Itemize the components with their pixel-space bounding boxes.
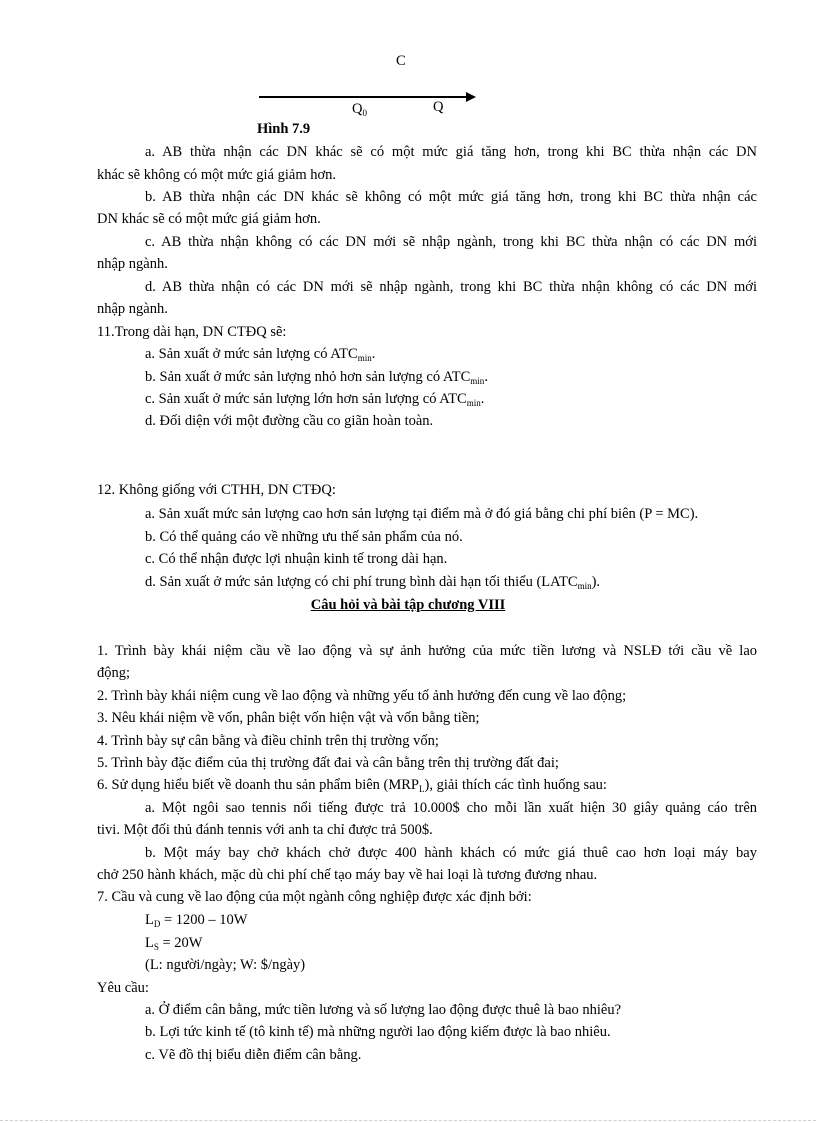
q12-option-a: a. Sản xuất mức sản lượng cao hơn sản lượng tại điểm mà ở đó giá bằng chi phí biên (P = MC). [145,506,699,522]
requirements-label: Yêu cầu: [97,980,149,996]
q10-option-a-line2: khác sẽ không có một mức giá giảm hơn. [97,167,337,183]
units-note: (L: người/ngày; W: $/ngày) [145,957,306,973]
q11-option-a: a. Sản xuất ở mức sản lượng có $ATC_{min}$. [145,346,376,363]
ch8-q6: 6. Sử dụng hiểu biết về doanh thu sản phẩm biên $(MRP_L)$, giải thích các tình huống sau: [97,777,607,794]
requirement-a: a. Ở điểm cân bằng, mức tiền lương và số lượng lao động được thuê là bao nhiêu? [145,1002,622,1018]
q10-option-d-line1: d. AB thừa nhận có các DN mới sẽ nhập ngành, trong khi BC thừa nhận không có các DN mới [145,279,757,295]
q10-option-b-line2: DN khác sẽ có một mức giá giảm hơn. [97,211,321,227]
ch8-q1-line2: động; [97,665,131,681]
q10-option-c-line1: c. AB thừa nhận không có các DN mới sẽ nhập ngành, trong khi BC thừa nhận có các DN mới [145,234,757,250]
point-label-c: C [396,53,406,69]
q12-question: 12. Không giống với CTHH, DN CTĐQ: [97,482,336,498]
ch8-q5: 5. Trình bày đặc điểm của thị trường đất đai và cân bằng trên thị trường đất đai; [97,755,559,771]
axis-label-q0: $Q_0$ [352,101,367,118]
ch8-q1-line1: 1. Trình bày khái niệm cầu về lao động và sự ảnh hưởng của mức tiền lương và NSLĐ tới cầu về lao [97,643,757,659]
labor-demand-equation: $L_D = 1200 - 10W$ [145,912,248,929]
figure-caption: Hình 7.9 [257,121,311,137]
q12-option-d: d. Sản xuất ở mức sản lượng có chi phí trung bình dài hạn tối thiểu $(LATC_{min})$. [145,574,601,591]
ch8-q6b-line2: chở 250 hành khách, mặc dù chi phí chế tạo máy bay về hai loại là tương đương nhau. [97,867,598,883]
axis-label-q: Q [433,99,444,115]
q10-option-c-line2: nhập ngành. [97,256,168,272]
ch8-q2: 2. Trình bày khái niệm cung về lao động và những yếu tố ảnh hưởng đến cung về lao động; [97,688,627,704]
ch8-q6a-line2: tivi. Một đối thủ đánh tennis với anh ta chỉ được trả 500$. [97,822,433,838]
labor-supply-equation: $L_S = 20W$ [145,935,203,952]
page-break-line [0,1120,816,1121]
ch8-q6a-line1: a. Một ngôi sao tennis nổi tiếng được trả 10.000$ cho mỗi lần xuất hiện 30 giây quảng cáo trên [145,800,757,816]
q-axis-arrowhead [466,92,476,102]
q11-option-c: c. Sản xuất ở mức sản lượng lớn hơn sản lượng có $ATC_{min}$. [145,391,485,408]
ch8-q3: 3. Nêu khái niệm về vốn, phân biệt vốn hiện vật và vốn bằng tiền; [97,710,480,726]
ch8-q7: 7. Cầu và cung về lao động của một ngành công nghiệp được xác định bởi: [97,889,532,905]
q11-option-d: d. Đối diện với một đường cầu co giãn hoàn toàn. [145,413,434,429]
chapter-heading: Câu hỏi và bài tập chương VIII [310,597,506,613]
q11-question: 11.Trong dài hạn, DN CTĐQ sẽ: [97,324,287,340]
q10-option-b-line1: b. AB thừa nhận các DN khác sẽ không có một mức giá tăng hơn, trong khi BC thừa nhận các [145,189,757,205]
q12-option-b: b. Có thể quảng cáo về những ưu thế sản phẩm của nó. [145,529,463,545]
q-axis-line [259,96,467,98]
q11-option-b: b. Sản xuất ở mức sản lượng nhỏ hơn sản lượng có $ATC_{min}$. [145,369,488,386]
q10-option-d-line2: nhập ngành. [97,301,168,317]
requirement-b: b. Lợi tức kinh tế (tô kinh tế) mà những người lao động kiếm được là bao nhiêu. [145,1024,611,1040]
requirement-c: c. Vẽ đồ thị biểu diễn điểm cân bằng. [145,1047,362,1063]
ch8-q6b-line1: b. Một máy bay chở khách chở được 400 hành khách có mức giá thuê cao hơn loại máy bay [145,845,757,861]
ch8-q4: 4. Trình bày sự cân bằng và điều chỉnh trên thị trường vốn; [97,733,439,749]
q10-option-a-line1: a. AB thừa nhận các DN khác sẽ có một mức giá tăng hơn, trong khi BC thừa nhận các DN [145,144,757,160]
q12-option-c: c. Có thể nhận được lợi nhuận kinh tế trong dài hạn. [145,551,448,567]
